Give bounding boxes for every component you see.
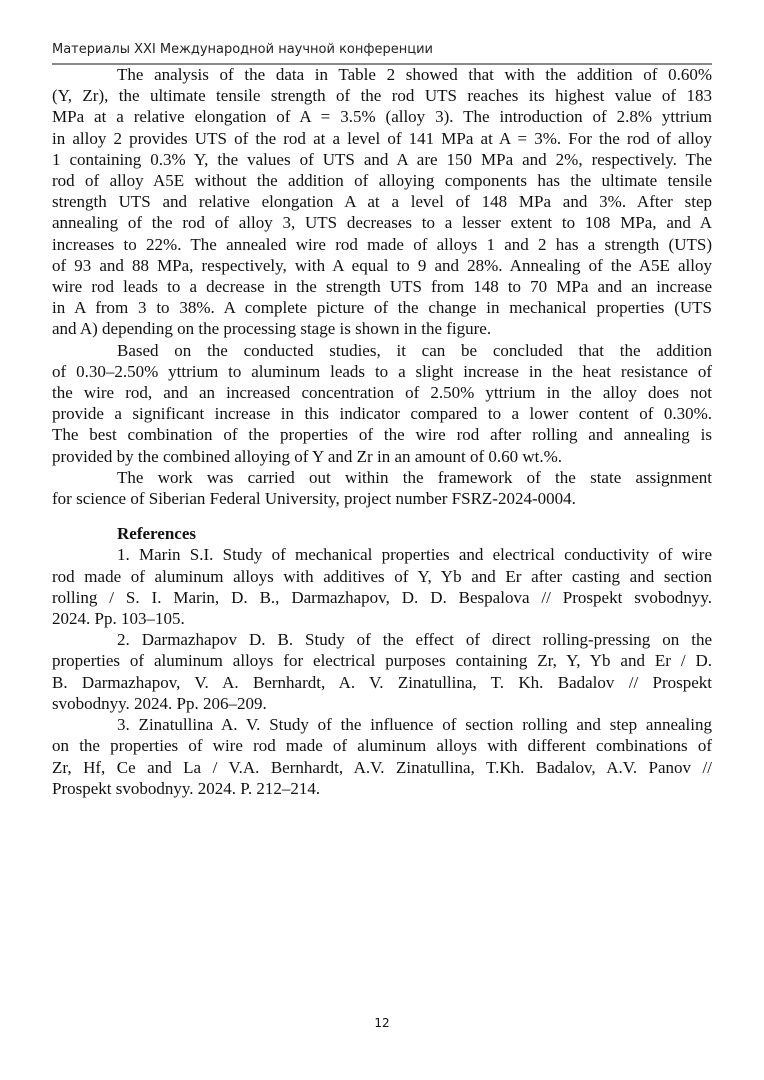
text-line: 3. Zinatullina A. V. Study of the influence of section rolling and step annealing [117, 715, 712, 735]
text-line: (Y, Zr), the ultimate tensile strength of the rod UTS reaches its highest value of 183 [52, 86, 712, 106]
text-line: The best combination of the properties of the wire rod after rolling and annealing is [52, 425, 712, 445]
text-line: strength UTS and relative elongation A at a level of 148 MPa and 3%. After step [52, 192, 712, 212]
body-text [52, 64, 712, 509]
running-header: Материалы XXI Международной научной конференции [52, 42, 433, 57]
text-line: of 93 and 88 MPa, respectively, with A equal to 9 and 28%. Annealing of the A5E alloy [52, 255, 712, 275]
paragraph [52, 340, 712, 467]
text-line: B. Darmazhapov, V. A. Bernhardt, A. V. Zinatullina, T. Kh. Badalov // Prospekt [52, 672, 712, 692]
text-line: annealing of the rod of alloy 3, UTS decreases to a lesser extent to 108 MPa, and A [52, 213, 712, 233]
text-line: Prospekt svobodnyy. 2024. P. 212–214. [52, 778, 321, 798]
text-line: svobodnyy. 2024. Pp. 206–209. [52, 693, 267, 713]
text-line: rod made of aluminum alloys with additives of Y, Yb and Er after casting and section [52, 566, 712, 586]
page-number: 12 [374, 1016, 390, 1030]
text-line: and A) depending on the processing stage is shown in the figure. [52, 319, 492, 339]
text-line: properties of aluminum alloys for electrical purposes containing Zr, Y, Yb and Er / D. [52, 651, 712, 671]
text-line: rolling / S. I. Marin, D. B., Darmazhapov, D. D. Bespalova // Prospekt svobodnyy. [52, 587, 712, 607]
text-line: for science of Siberian Federal University, project number FSRZ-2024-0004. [52, 489, 576, 509]
text-line: 2. Darmazhapov D. B. Study of the effect of direct rolling-pressing on the [117, 630, 712, 650]
text-line: Based on the conducted studies, it can be concluded that the addition [117, 340, 712, 360]
text-line: provide a significant increase in this indicator compared to a lower content of 0.30%. [52, 404, 712, 424]
text-line: of 0.30–2.50% yttrium to aluminum leads to a slight increase in the heat resistance of [52, 361, 712, 381]
text-line: 1. Marin S.I. Study of mechanical properties and electrical conductivity of wire [117, 545, 712, 565]
text-line: 1 containing 0.3% Y, the values of UTS and A are 150 MPa and 2%, respectively. The [52, 149, 712, 169]
page-body [52, 64, 712, 799]
text-line: The work was carried out within the framework of the state assignment [117, 467, 712, 487]
paragraph [52, 64, 712, 340]
references-heading: References [117, 524, 196, 544]
text-line: Zr, Hf, Ce and La / V.A. Bernhardt, A.V. Zinatullina, T.Kh. Badalov, A.V. Panov // [52, 757, 712, 777]
reference-item [52, 714, 712, 799]
text-line: in alloy 2 provides UTS of the rod at a level of 141 MPa at A = 3%. For the rod of alloy [52, 128, 712, 148]
text-line: The analysis of the data in Table 2 showed that with the addition of 0.60% [117, 65, 712, 84]
reference-item [52, 629, 712, 714]
text-line: increases to 22%. The annealed wire rod made of alloys 1 and 2 has a strength (UTS) [52, 234, 712, 254]
text-line: 2024. Pp. 103–105. [52, 609, 185, 629]
text-line: MPa at a relative elongation of A = 3.5% (alloy 3). The introduction of 2.8% yttrium [52, 107, 712, 127]
text-line: rod of alloy A5E without the addition of alloying components has the ultimate tensile [52, 171, 712, 191]
reference-item [52, 544, 712, 629]
text-line: provided by the combined alloying of Y and Zr in an amount of 0.60 wt.%. [52, 446, 563, 466]
paragraph [52, 467, 712, 509]
text-line: the wire rod, and an increased concentration of 2.50% yttrium in the alloy does not [52, 383, 712, 403]
references-list [52, 544, 712, 798]
text-line: in A from 3 to 38%. A complete picture of the change in mechanical properties (UTS [52, 298, 712, 318]
text-line: wire rod leads to a decrease in the strength UTS from 148 to 70 MPa and an increase [52, 277, 712, 297]
text-line: on the properties of wire rod made of aluminum alloys with different combinations of [52, 736, 712, 756]
